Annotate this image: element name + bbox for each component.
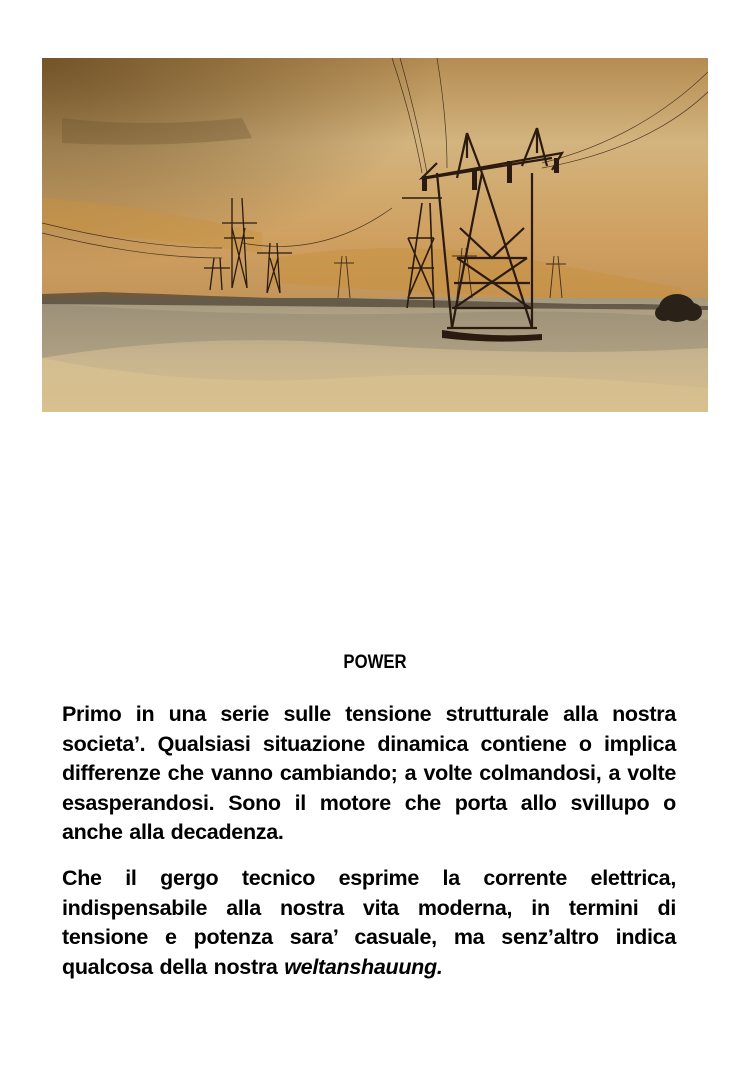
paragraph-2-italic-term: weltanshauung. — [284, 954, 443, 979]
pylons-painting — [42, 58, 708, 412]
paragraph-1-text: Primo in una serie sulle tensione strutturale alla nostra societa’. Qualsiasi situazione dinamica contiene o implica differenze che vanno cambiando; a volte colmandosi, a volte esasperandosi. Sono il motore che porta allo svillupo o anche alla decadenza. — [62, 702, 676, 844]
paragraph-2 — [62, 864, 676, 982]
paragraph-1 — [62, 700, 676, 848]
document-title: POWER — [343, 652, 407, 673]
paragraph-2-text: Che il gergo tecnico esprime la corrente elettrica, indispensabile alla nostra vita moderna, in termini di tensione e potenza sara’ casuale, ma senz’altro indica qualcosa della nostra — [62, 866, 676, 979]
